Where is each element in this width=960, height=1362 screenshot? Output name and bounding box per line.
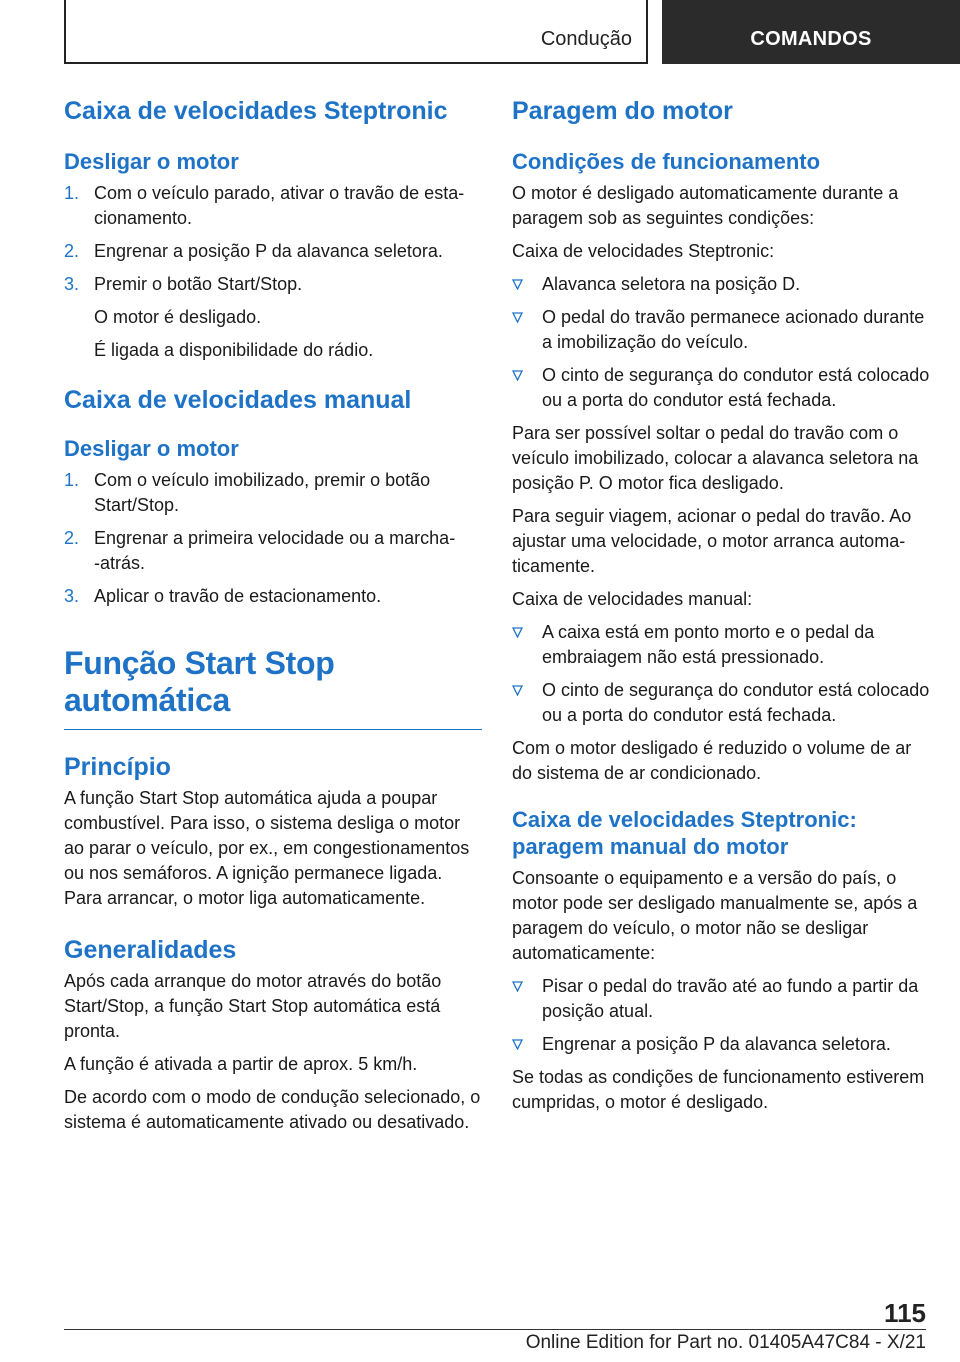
principle-heading: Princípio — [64, 753, 171, 781]
general-heading: Generalidades — [64, 936, 237, 964]
manual-subheading: Desligar o motor — [64, 436, 239, 461]
list-item — [512, 363, 930, 413]
general-paragraph: Após cada arranque do motor através do botão Start/Stop, a função Start Stop automática está pronta. — [64, 971, 442, 1041]
list-item — [512, 620, 930, 670]
manual-stop-heading: Caixa de velocidades Steptronic: paragem manual do motor — [512, 807, 857, 859]
right-column — [512, 96, 930, 1123]
list-item — [64, 181, 482, 231]
steptronic-subheading: Desligar o motor — [64, 149, 239, 174]
header-chapter-title: COMANDOS — [750, 28, 872, 50]
triangle-bullet-icon — [512, 981, 523, 992]
conditions-intro: O motor é desligado automaticamente durante a paragem sob as seguintes condições: — [512, 183, 899, 228]
steptronic-label: Caixa de velocidades Steptronic: — [512, 241, 775, 261]
step-text: Engrenar a primeira velocidade ou a marcha-‑atrás. — [94, 528, 456, 573]
footer-divider — [64, 1329, 926, 1330]
manual-steps — [64, 468, 482, 609]
bullet-text: O pedal do travão permanece acionado durante a imobilização do veículo. — [542, 307, 925, 352]
manual-stop-intro: Consoante o equipamento e a versão do país, o motor pode ser desligado manualmente se, após a paragem do veículo, o motor não se desligar automaticamente: — [512, 868, 918, 963]
bullet-text: A caixa está em ponto morto e o pedal da embraiagem não está pressionado. — [542, 622, 875, 667]
triangle-bullet-icon — [512, 685, 523, 696]
list-item — [64, 272, 482, 363]
steptronic-heading: Caixa de velocidades Steptronic — [64, 97, 448, 125]
triangle-bullet-icon — [512, 1039, 523, 1050]
steptronic-conditions — [512, 272, 930, 413]
manual-conditions — [512, 620, 930, 728]
manual-stop-steps — [512, 974, 930, 1057]
step-result: É ligada a disponibilidade do rádio. — [94, 340, 374, 360]
list-item — [64, 526, 482, 576]
step-number: 3. — [64, 586, 80, 606]
triangle-bullet-icon — [512, 312, 523, 323]
bullet-text: Pisar o pedal do travão até ao fundo a partir da posição atual. — [542, 976, 919, 1021]
header-section-title: Condução — [540, 28, 632, 50]
steptronic-steps — [64, 181, 482, 363]
list-item — [64, 468, 482, 518]
step-number: 2. — [64, 241, 80, 261]
principle-text: A função Start Stop automática ajuda a poupar combustível. Para isso, o sistema desliga o motor ao parar o veículo, por ex., em congestionamentos ou nos semáforos. A ignição permanece ligada. Para arrancar, o motor liga automaticamente. — [64, 788, 470, 908]
continue-paragraph: Para seguir viagem, acionar o pedal do travão. Ao ajustar uma velocidade, o motor arranca automaticamente. — [512, 506, 912, 576]
footer-edition: Online Edition for Part no. 01405A47C84 - X/21 — [525, 1332, 926, 1353]
bullet-text: O cinto de segurança do condutor está colocado ou a porta do condutor está fechada. — [542, 365, 930, 410]
step-text: Aplicar o travão de estacionamento. — [94, 586, 382, 606]
bullet-text: O cinto de segurança do condutor está colocado ou a porta do condutor está fechada. — [542, 680, 930, 725]
manual-label: Caixa de velocidades manual: — [512, 589, 753, 609]
conditions-heading: Condições de funcionamento — [512, 149, 821, 174]
step-text: Com o veículo parado, ativar o travão de estacionamento. — [94, 183, 465, 228]
list-item — [64, 584, 482, 609]
triangle-bullet-icon — [512, 279, 523, 290]
release-paragraph: Para ser possível soltar o pedal do travão com o veículo imobilizado, colocar a alavanca seletora na posição P. O motor fica desligado. — [512, 423, 919, 493]
step-number: 2. — [64, 528, 80, 548]
bullet-text: Alavanca seletora na posição D. — [542, 274, 801, 294]
list-item — [512, 974, 930, 1024]
step-text: Premir o botão Start/Stop. — [94, 274, 303, 294]
list-item — [512, 272, 930, 297]
list-item — [512, 1032, 930, 1057]
page-number: 115 — [884, 1298, 926, 1328]
step-number: 1. — [64, 183, 80, 203]
step-number: 1. — [64, 470, 80, 490]
step-result: O motor é desligado. — [94, 307, 262, 327]
general-paragraph: A função é ativada a partir de aprox. 5 km/h. — [64, 1054, 418, 1074]
ac-paragraph: Com o motor desligado é reduzido o volume de ar do sistema de ar condicionado. — [512, 738, 912, 783]
step-text: Com o veículo imobilizado, premir o botão Start/Stop. — [94, 470, 431, 515]
list-item — [512, 678, 930, 728]
step-text: Engrenar a posição P da alavanca seletora. — [94, 241, 443, 261]
triangle-bullet-icon — [512, 370, 523, 381]
general-paragraph: De acordo com o modo de condução selecionado, o sistema é automaticamente ativado ou desativado. — [64, 1087, 481, 1132]
triangle-bullet-icon — [512, 627, 523, 638]
list-item — [512, 305, 930, 355]
list-item — [64, 239, 482, 264]
auto-start-stop-title: Função Start Stop automática — [64, 645, 482, 730]
header-chapter-box — [662, 0, 960, 64]
header-section-box — [64, 0, 648, 64]
bullet-text: Engrenar a posição P da alavanca seletora. — [542, 1034, 891, 1054]
manual-heading: Caixa de velocidades manual — [64, 386, 412, 414]
final-paragraph: Se todas as condições de funcionamento estiverem cumpridas, o motor é desligado. — [512, 1067, 925, 1112]
left-column — [64, 96, 482, 1143]
step-number: 3. — [64, 274, 80, 294]
engine-stop-heading: Paragem do motor — [512, 97, 733, 125]
